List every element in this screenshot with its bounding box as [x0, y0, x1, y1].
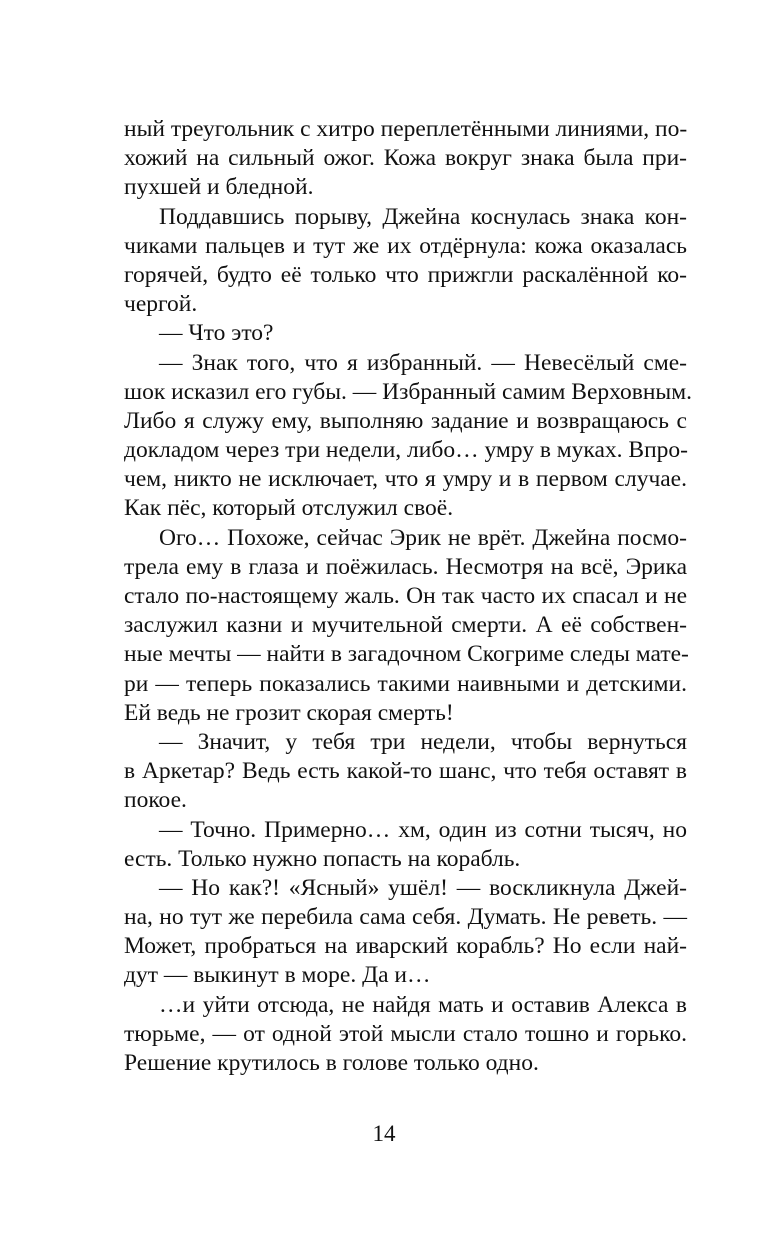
text-line: хожий на сильный ожог. Кожа вокруг знака была при-: [124, 145, 687, 172]
text-line: шок исказил его губы. — Избранный самим Верховным.: [124, 378, 692, 405]
text-line: Решение крутилось в голове только одно.: [124, 1050, 539, 1076]
text-line: Как пёс, который отслужил своё.: [124, 495, 454, 522]
text-line: есть. Только нужно попасть на корабль.: [124, 845, 521, 872]
body-text: [124, 115, 692, 1078]
text-line: чергой.: [124, 291, 198, 318]
text-line: ри — теперь показались такими наивными и детскими.: [124, 670, 687, 697]
text-line: — Но как?! «Ясный» ушёл! — воскликнула Джей-: [159, 874, 687, 901]
text-line: — Значит, у тебя три недели, чтобы вернуться: [159, 728, 687, 755]
text-line: заслужил казни и мучительной смерти. А её собствен-: [124, 612, 687, 639]
text-line: тюрьме, — от одной этой мысли стало тошно и горько.: [124, 1020, 687, 1047]
text-line: трела ему в глаза и поёжилась. Несмотря на всё, Эрика: [124, 553, 687, 580]
text-line: — Что это?: [159, 320, 274, 347]
text-line: стало по-настоящему жаль. Он так часто их спасал и не: [124, 583, 687, 609]
text-line: …и уйти отсюда, не найдя мать и оставив Алекса в: [159, 991, 687, 1018]
text-line: Может, пробраться на иварский корабль? Но если най-: [124, 933, 687, 960]
text-line: ный треугольник с хитро переплетёнными линиями, по-: [124, 116, 688, 142]
text-line: Ого… Похоже, сейчас Эрик не врёт. Джейна посмо-: [159, 524, 687, 551]
text-line: чиками пальцев и тут же их отдёрнула: кожа оказалась: [124, 232, 687, 259]
page-number: 14: [372, 1121, 396, 1146]
text-line: — Точно. Примерно… хм, один из сотни тысяч, но: [159, 816, 687, 843]
text-line: Либо я служу ему, выполняю задание и возвращаюсь с: [124, 407, 687, 434]
text-line: дут — выкинут в море. Да и…: [124, 962, 431, 989]
text-line: ные мечты — найти в загадочном Скогриме следы мате-: [124, 641, 689, 668]
text-line: докладом через три недели, либо… умру в муках. Впро-: [124, 437, 688, 464]
text-line: на, но тут же перебила сама себя. Думать. Не реветь. —: [124, 904, 687, 931]
text-line: Ей ведь не грозит скорая смерть!: [124, 699, 454, 726]
text-line: — Знак того, что я избранный. — Невесёлый сме-: [159, 349, 687, 376]
text-line: чем, никто не исключает, что я умру и в первом случае.: [124, 466, 687, 493]
text-line: Поддавшись порыву, Джейна коснулась знака кон-: [159, 203, 687, 230]
text-line: покое.: [124, 787, 187, 814]
text-line: горячей, будто её только что прижгли раскалённой ко-: [124, 261, 687, 288]
text-line: в Аркетар? Ведь есть какой-то шанс, что тебя оставят в: [124, 758, 687, 785]
text-line: пухшей и бледной.: [124, 174, 314, 201]
